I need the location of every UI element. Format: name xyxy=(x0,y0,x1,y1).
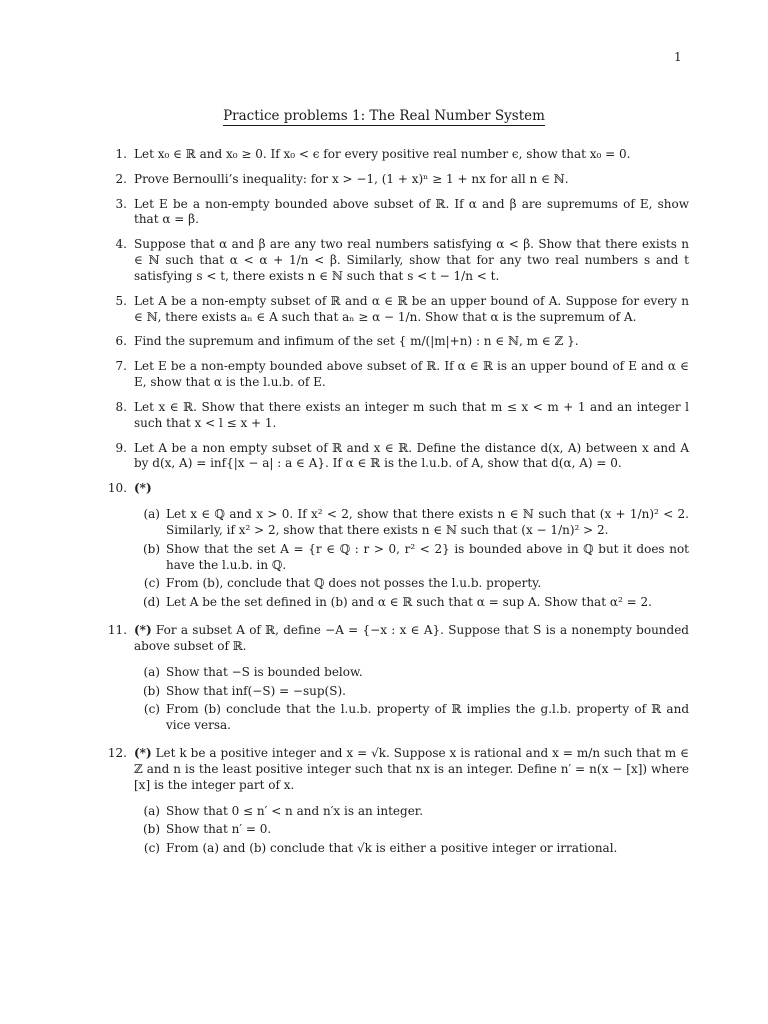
problem-text: Prove Bernoulli’s inequality: for x > −1, (1 + x)ⁿ ≥ 1 + nx for all n ∈ ℕ. xyxy=(134,171,569,186)
problem-8 xyxy=(107,400,689,432)
problem-number: 6. xyxy=(115,334,127,349)
problem-text: Let A be a non empty subset of ℝ and x ∈ ℝ. Define the distance d(x, A) between x and A by d(x, A) = inf{|x − a| : a ∈ A}. If α ∈ ℝ is the l.u.b. of A, show that d(α, A) = 0. xyxy=(134,440,689,471)
problem-body xyxy=(134,623,689,737)
subproblem-text: From (a) and (b) conclude that √k is either a positive integer or irrational. xyxy=(166,841,618,856)
subproblem-a xyxy=(134,665,689,681)
problem-number: 9. xyxy=(115,440,127,455)
page-number: 1 xyxy=(674,50,682,64)
document-title xyxy=(0,108,768,126)
starred-marker: (*) xyxy=(134,481,152,496)
subproblem-list xyxy=(134,507,689,611)
problem-number: 4. xyxy=(115,237,127,252)
problem-number: 10. xyxy=(107,481,127,496)
problem-text: Let E be a non-empty bounded above subset of ℝ. If α and β are supremums of E, show that α = β. xyxy=(134,196,689,227)
subproblem-label: (c) xyxy=(143,576,160,591)
problem-number: 11. xyxy=(107,623,127,638)
subproblem-c xyxy=(134,576,689,592)
subproblem-text: From (b), conclude that ℚ does not posses the l.u.b. property. xyxy=(166,576,542,591)
subproblem-text: Show that −S is bounded below. xyxy=(166,664,363,679)
subproblem-label: (c) xyxy=(143,702,160,717)
subproblem-label: (b) xyxy=(142,683,160,698)
problem-12 xyxy=(107,746,689,860)
subproblem-text: Show that inf(−S) = −sup(S). xyxy=(166,683,346,698)
subproblem-c xyxy=(134,841,689,857)
problem-number: 3. xyxy=(115,196,127,211)
subproblem-b xyxy=(134,684,689,700)
subproblem-list xyxy=(134,665,689,734)
problem-6 xyxy=(107,334,689,350)
subproblem-d xyxy=(134,595,689,611)
problem-number: 5. xyxy=(115,293,127,308)
subproblem-list xyxy=(134,804,689,857)
problem-body xyxy=(134,481,689,614)
subproblem-label: (b) xyxy=(142,822,160,837)
problem-3 xyxy=(107,197,689,229)
subproblem-b xyxy=(134,822,689,838)
problem-11 xyxy=(107,623,689,737)
subproblem-text: Show that n′ = 0. xyxy=(166,822,272,837)
problem-4 xyxy=(107,237,689,284)
problem-number: 12. xyxy=(107,746,127,761)
problem-text: Let E be a non-empty bounded above subset of ℝ. If α ∈ ℝ is an upper bound of E and α ∈ E, show that α is the l.u.b. of E. xyxy=(134,359,689,390)
subproblem-b xyxy=(134,542,689,574)
problem-1 xyxy=(107,147,689,163)
subproblem-label: (c) xyxy=(143,841,160,856)
problem-2 xyxy=(107,172,689,188)
problem-text: Suppose that α and β are any two real numbers satisfying α < β. Show that there exists n ∈ ℕ such that α < α + 1/n < β. Similarly, show that for any two real numbers s and t satisfying s < t, there exists n ∈ ℕ such that s < t − 1/n < t. xyxy=(134,237,689,283)
problem-text: Let x₀ ∈ ℝ and x₀ ≥ 0. If x₀ < ϵ for every positive real number ϵ, show that x₀ = 0. xyxy=(134,147,631,161)
subproblem-label: (d) xyxy=(142,595,160,610)
subproblem-a xyxy=(134,507,689,539)
subproblem-label: (b) xyxy=(142,541,160,556)
problem-7 xyxy=(107,359,689,391)
subproblem-c xyxy=(134,702,689,734)
problem-text: Let A be a non-empty subset of ℝ and α ∈ ℝ be an upper bound of A. Suppose for every n ∈ ℕ, there exists aₙ ∈ A such that aₙ ≥ α − 1/n. Show that α is the supremum of A. xyxy=(134,293,689,324)
problem-body xyxy=(134,746,689,860)
subproblem-label: (a) xyxy=(143,803,160,818)
problem-5 xyxy=(107,294,689,326)
problem-9 xyxy=(107,441,689,473)
problem-number: 8. xyxy=(115,399,127,414)
problem-list xyxy=(107,147,689,869)
title-text: Practice problems 1: The Real Number System xyxy=(223,108,545,124)
problem-10 xyxy=(107,481,689,614)
starred-marker: (*) xyxy=(134,623,152,638)
subproblem-text: From (b) conclude that the l.u.b. property of ℝ implies the g.l.b. property of ℝ and vice versa. xyxy=(166,702,689,733)
starred-marker: (*) xyxy=(134,746,152,761)
subproblem-a xyxy=(134,804,689,820)
subproblem-text: Let x ∈ ℚ and x > 0. If x² < 2, show that there exists n ∈ ℕ such that (x + 1/n)² < 2. Similarly, if x² > 2, show that there exists n ∈ ℕ such that (x − 1/n)² > 2. xyxy=(166,507,689,537)
problem-number: 7. xyxy=(115,359,127,374)
problem-text: Let x ∈ ℝ. Show that there exists an integer m such that m ≤ x < m + 1 and an integer l such that x < l ≤ x + 1. xyxy=(134,399,689,430)
problem-number: 2. xyxy=(115,171,127,186)
problem-text: Let k be a positive integer and x = √k. Suppose x is rational and x = m/n such that m ∈ ℤ and n is the least positive integer such that nx is an integer. Define n′ = n(x − [x]) where [x] is the integer part of x. xyxy=(134,746,689,792)
subproblem-text: Show that the set A = {r ∈ ℚ : r > 0, r² < 2} is bounded above in ℚ but it does not have the l.u.b. in ℚ. xyxy=(166,541,689,572)
subproblem-label: (a) xyxy=(143,507,160,522)
problem-text: For a subset A of ℝ, define −A = {−x : x ∈ A}. Suppose that S is a nonempty bounded above subset of ℝ. xyxy=(134,623,689,653)
subproblem-label: (a) xyxy=(143,664,160,679)
problem-number: 1. xyxy=(115,147,127,161)
subproblem-text: Show that 0 ≤ n′ < n and n′x is an integer. xyxy=(166,803,424,818)
problem-text: Find the supremum and infimum of the set { m/(|m|+n) : n ∈ ℕ, m ∈ ℤ }. xyxy=(134,334,579,349)
subproblem-text: Let A be the set defined in (b) and α ∈ ℝ such that α = sup A. Show that α² = 2. xyxy=(166,595,652,610)
